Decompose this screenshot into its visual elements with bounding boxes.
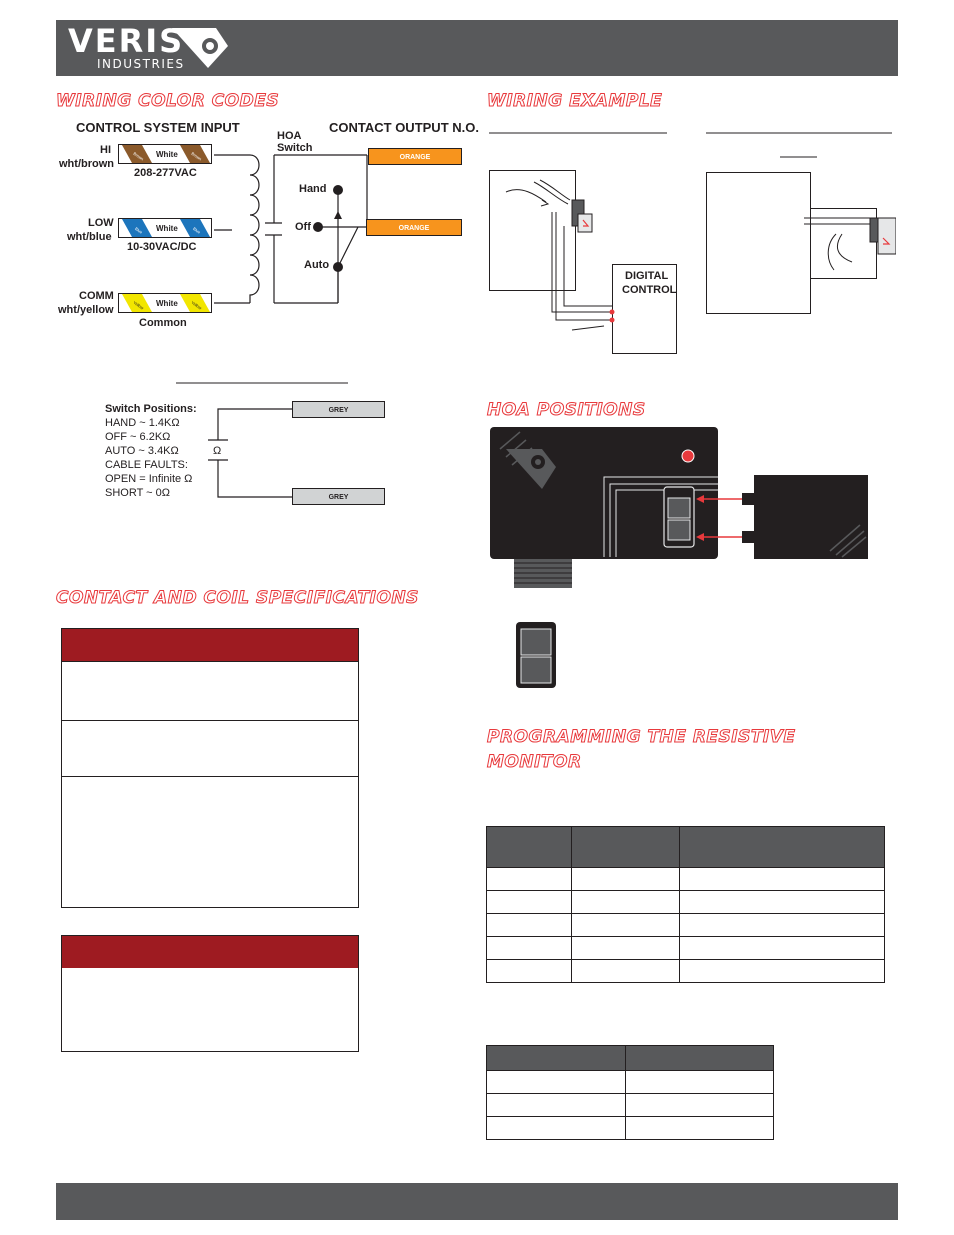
hi-voltage: 208-277VAC bbox=[134, 167, 197, 179]
resistance-table bbox=[486, 1045, 774, 1140]
programming-table-header bbox=[487, 827, 885, 868]
digital-control-label-1: DIGITAL bbox=[625, 270, 669, 282]
brand-subtitle: INDUSTRIES bbox=[97, 57, 185, 71]
comm-sub: wht/yellow bbox=[58, 304, 114, 316]
table-row bbox=[487, 937, 885, 960]
comm-stripe-text-1: Yellow bbox=[132, 299, 145, 311]
switch-position-open: OPEN = Infinite Ω bbox=[105, 473, 193, 485]
comm-wire-stripe bbox=[118, 293, 212, 313]
brand-logo: VERIS bbox=[68, 22, 185, 60]
switch-position-cable-faults: CABLE FAULTS: bbox=[105, 459, 188, 471]
contact-spec-table bbox=[61, 628, 359, 908]
contact-spec-header bbox=[62, 629, 358, 661]
table-row bbox=[487, 891, 885, 914]
comm-label: COMM bbox=[79, 290, 114, 302]
low-label: LOW bbox=[88, 217, 114, 229]
section-title-programming-1: PROGRAMMING THE RESISTIVE bbox=[487, 727, 796, 747]
low-stripe-text-2: Blue bbox=[192, 226, 202, 235]
low-wire-stripe bbox=[118, 218, 212, 238]
digital-control-label-2: CONTROL bbox=[622, 284, 677, 296]
auto-label: Auto bbox=[304, 259, 330, 271]
hi-label: HI bbox=[100, 144, 111, 156]
table-row bbox=[487, 1117, 774, 1140]
grey-tag-top: GREY bbox=[292, 401, 385, 418]
contact-spec-row bbox=[62, 776, 358, 907]
hi-stripe-white: White bbox=[156, 150, 178, 159]
switch-position-hand: HAND ~ 1.4KΩ bbox=[105, 417, 180, 429]
resistance-table-header bbox=[487, 1046, 774, 1071]
hi-sub: wht/brown bbox=[59, 158, 114, 170]
programming-table bbox=[486, 826, 885, 983]
low-voltage: 10-30VAC/DC bbox=[127, 241, 197, 253]
low-stripe-text-1: Blue bbox=[134, 226, 144, 235]
hand-label: Hand bbox=[299, 183, 327, 195]
table-row bbox=[487, 914, 885, 937]
section-title-programming-2: MONITOR bbox=[487, 752, 582, 772]
table-row bbox=[487, 960, 885, 983]
switch-position-short: SHORT ~ 0Ω bbox=[105, 487, 170, 499]
orange-tag-top: ORANGE bbox=[368, 148, 462, 165]
hi-stripe-text-2: Brown bbox=[190, 150, 203, 162]
section-title-wiring-example: WIRING EXAMPLE bbox=[487, 91, 663, 111]
off-label: Off bbox=[295, 221, 311, 233]
contact-output-title: CONTACT OUTPUT N.O. bbox=[329, 120, 479, 135]
comm-voltage: Common bbox=[139, 317, 187, 329]
hoa-label-2: Switch bbox=[277, 142, 313, 154]
hoa-label-1: HOA bbox=[277, 130, 302, 142]
section-title-contact-coil-specs: CONTACT AND COIL SPECIFICATIONS bbox=[56, 588, 419, 608]
coil-spec-table bbox=[61, 935, 359, 1052]
comm-stripe-text-2: Yellow bbox=[190, 299, 203, 311]
comm-stripe-white: White bbox=[156, 299, 178, 308]
contact-spec-row bbox=[62, 661, 358, 720]
wiring-example-diagram bbox=[486, 130, 896, 360]
hi-stripe-text-1: Brown bbox=[132, 150, 145, 162]
section-title-hoa-positions: HOA POSITIONS bbox=[487, 400, 646, 420]
low-stripe-white: White bbox=[156, 224, 178, 233]
table-row bbox=[487, 1071, 774, 1094]
section-title-wiring-color-codes: WIRING COLOR CODES bbox=[56, 91, 280, 111]
table-row bbox=[487, 1094, 774, 1117]
coil-spec-header bbox=[62, 936, 358, 968]
contact-spec-row bbox=[62, 720, 358, 776]
ohm-symbol: Ω bbox=[213, 445, 222, 457]
control-input-title: CONTROL SYSTEM INPUT bbox=[76, 120, 240, 135]
orange-tag-bottom: ORANGE bbox=[366, 219, 462, 236]
hoa-positions-diagram bbox=[490, 427, 890, 702]
hi-wire-stripe bbox=[118, 144, 212, 164]
switch-positions-title: Switch Positions: bbox=[105, 403, 197, 415]
veris-logo-icon bbox=[168, 24, 232, 72]
grey-tag-bottom: GREY bbox=[292, 488, 385, 505]
table-row bbox=[487, 868, 885, 891]
low-sub: wht/blue bbox=[67, 231, 112, 243]
switch-position-auto: AUTO ~ 3.4KΩ bbox=[105, 445, 179, 457]
switch-position-off: OFF ~ 6.2KΩ bbox=[105, 431, 171, 443]
footer-bar bbox=[56, 1183, 898, 1220]
